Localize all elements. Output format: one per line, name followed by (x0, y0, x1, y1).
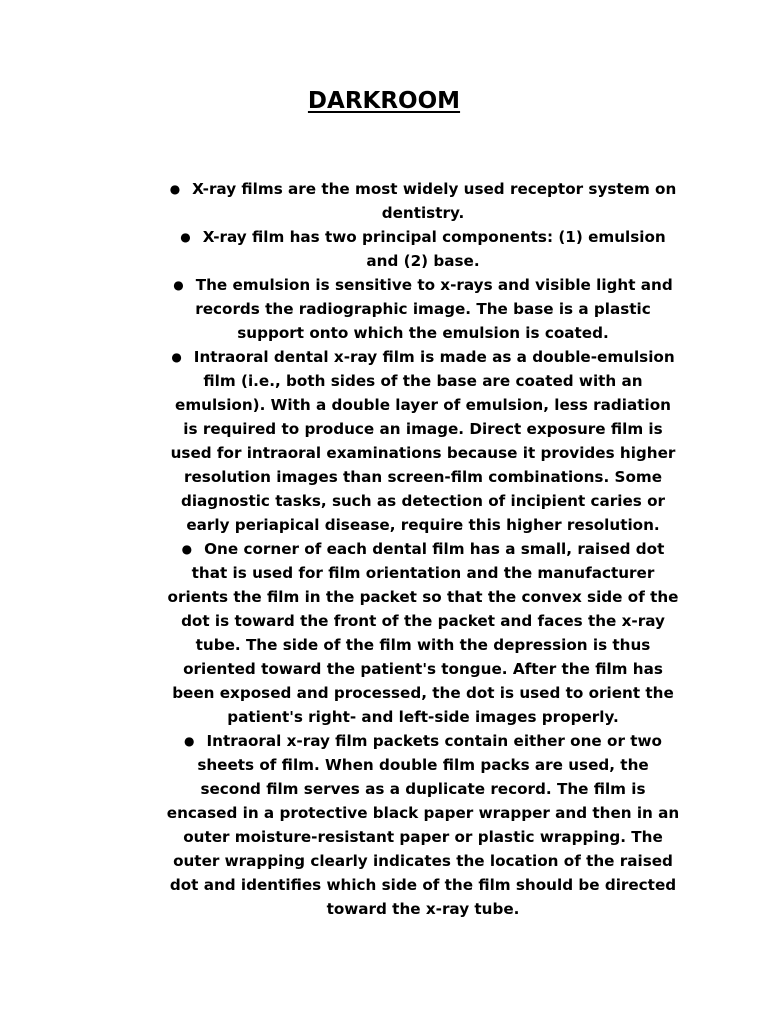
list-item (150, 345, 680, 537)
list-item-text: Intraoral x-ray film packets contain either one or two sheets of film. When double film packs are used, the second film serves as a duplicate record. The film is encased in a protective black paper wrapper and then in an outer moisture-resistant paper or plastic wrapping. The outer wrapping clearly indicates the location of the raised dot and identifies which side of the film should be directed toward the x-ray tube. (166, 732, 680, 918)
list-item (150, 537, 680, 729)
bullet-list (150, 177, 680, 921)
list-item (150, 729, 680, 921)
list-item-text: The emulsion is sensitive to x-rays and visible light and records the radiographic image. The base is a plastic support onto which the emulsion is coated. (195, 276, 673, 342)
list-item (150, 273, 680, 345)
bullet-icon: ● (180, 230, 191, 244)
list-item-text: X-ray film has two principal components: (1) emulsion and (2) base. (202, 228, 666, 270)
list-item-text: Intraoral dental x-ray film is made as a double-emulsion film (i.e., both sides of the base are coated with an emulsion). With a double layer of emulsion, less radiation is required to produce an image. Direct exposure film is used for intraoral examinations because it provides higher resolution images than screen-film combinations. Some diagnostic tasks, such as detection of incipient caries or early periapical disease, require this higher resolution. (170, 348, 676, 534)
list-item-text: One corner of each dental film has a small, raised dot that is used for film orientation and the manufacturer orients the film in the packet so that the convex side of the dot is toward the front of the packet and faces the x-ray tube. The side of the film with the depression is thus oriented toward the patient's tongue. After the film has been exposed and processed, the dot is used to orient the patient's right- and left-side images properly. (167, 540, 679, 726)
list-item-text: X-ray films are the most widely used receptor system on dentistry. (192, 180, 677, 222)
list-item (150, 225, 680, 273)
bullet-icon: ● (173, 278, 184, 292)
list-item (150, 177, 680, 225)
bullet-icon: ● (169, 182, 181, 196)
bullet-icon: ● (184, 734, 195, 748)
bullet-icon: ● (171, 350, 182, 364)
page-title: DARKROOM (307, 88, 461, 114)
bullet-icon: ● (181, 542, 193, 556)
